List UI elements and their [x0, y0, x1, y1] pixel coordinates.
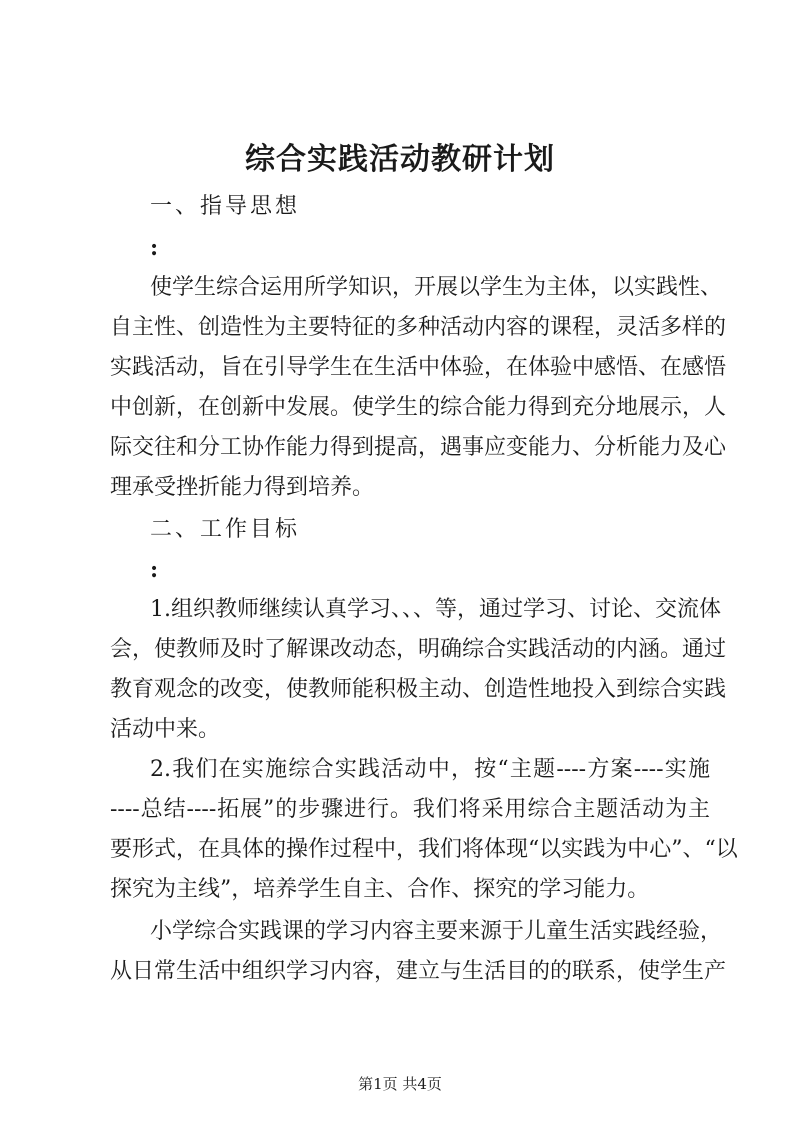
paragraph-line: 际交往和分工协作能力得到提高，遇事应变能力、分析能力及心	[110, 435, 727, 460]
paragraph-line: 探究为主线”，培养学生自主、合作、探究的学习能力。	[110, 877, 650, 902]
section-heading-guiding-thought: 一、指导思想	[150, 194, 301, 219]
paragraph-line: 教育观念的改变，使教师能积极主动、创造性地投入到综合实践	[110, 677, 727, 702]
page-footer: 第1页 共4页	[358, 1075, 442, 1093]
document-title: 综合实践活动教研计划	[245, 142, 555, 177]
paragraph-line: 会，使教师及时了解课改动态，明确综合实践活动的内涵。通过	[110, 637, 727, 662]
paragraph-line: 中创新，在创新中发展。使学生的综合能力得到充分地展示，人	[110, 395, 727, 420]
paragraph-line: 要形式，在具体的操作过程中，我们将体现“以实践为中心”、“以	[110, 837, 738, 862]
paragraph-line: 从日常生活中组织学习内容，建立与生活目的的联系，使学生产	[110, 959, 727, 984]
paragraph-line: ----总结----拓展”的步骤进行。我们将采用综合主题活动为主	[110, 797, 710, 822]
paragraph-line: 2.我们在实施综合实践活动中，按“主题----方案----实施	[150, 757, 710, 782]
section-colon: :	[150, 557, 159, 583]
paragraph-line: 活动中来。	[110, 717, 221, 742]
section-colon: :	[150, 235, 159, 261]
paragraph-line: 理承受挫折能力得到培养。	[110, 475, 375, 500]
paragraph-line: 1.组织教师继续认真学习、、、等，通过学习、讨论、交流体	[150, 597, 721, 622]
paragraph-line: 小学综合实践课的学习内容主要来源于儿童生活实践经验，	[150, 919, 723, 944]
paragraph-line: 使学生综合运用所学知识，开展以学生为主体，以实践性、	[150, 275, 723, 300]
paragraph-line: 自主性、创造性为主要特征的多种活动内容的课程，灵活多样的	[110, 315, 727, 340]
paragraph-line: 实践活动，旨在引导学生在生活中体验，在体验中感悟、在感悟	[110, 355, 727, 380]
section-heading-work-goals: 二、工作目标	[150, 517, 301, 542]
